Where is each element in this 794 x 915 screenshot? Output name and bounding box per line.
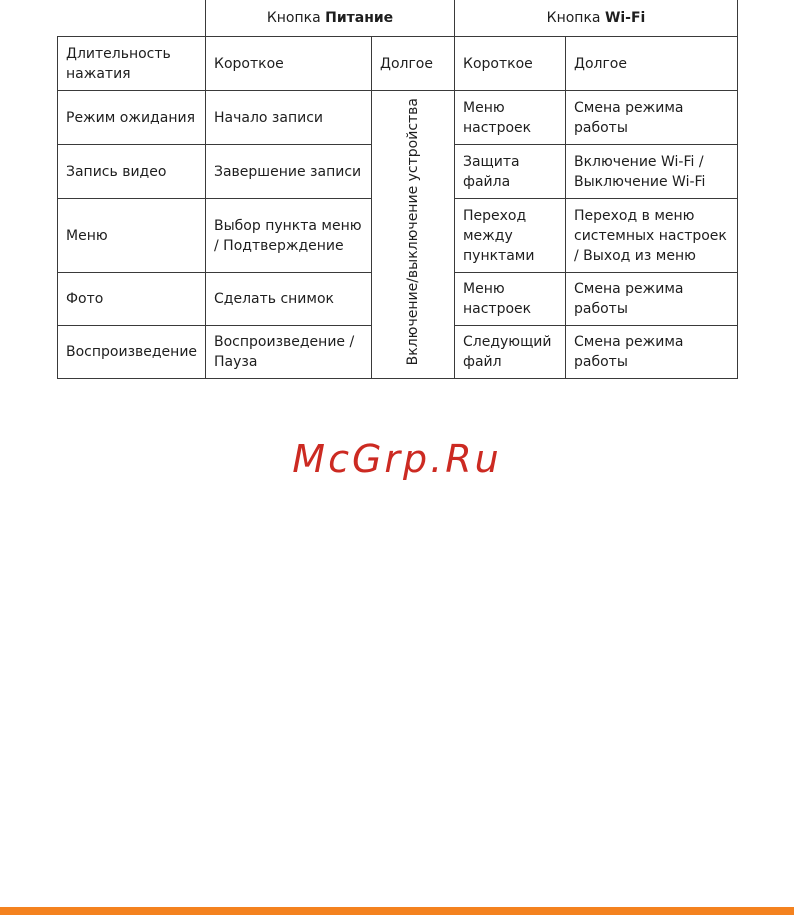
button-functions-table [57, 0, 738, 379]
watermark-logo: McGrp.Ru [292, 437, 502, 481]
wifi-long-cell: Включение Wi-Fi / Выключение Wi-Fi [566, 145, 738, 199]
mode-cell: Меню [58, 199, 206, 273]
mode-cell: Режим ожидания [58, 91, 206, 145]
table-row [58, 91, 738, 145]
wifi-button-header [455, 0, 738, 37]
wifi-short-header: Короткое [455, 37, 566, 91]
power-long-text: Включение/выключение устройства [405, 97, 421, 366]
power-short-header: Короткое [206, 37, 372, 91]
table-group-header-row [58, 0, 738, 37]
mode-cell: Воспроизведение [58, 326, 206, 379]
table-header-row [58, 37, 738, 91]
power-short-cell: Воспроизведение / Пауза [206, 326, 372, 379]
wifi-short-cell: Переход между пунктами [455, 199, 566, 273]
power-button-name: Питание [325, 10, 394, 26]
bottom-accent-bar [0, 907, 794, 915]
power-short-cell: Выбор пункта меню / Подтверждение [206, 199, 372, 273]
power-long-header: Долгое [372, 37, 455, 91]
power-long-merged-cell [372, 91, 455, 379]
wifi-long-header: Долгое [566, 37, 738, 91]
wifi-short-cell: Меню настроек [455, 91, 566, 145]
power-button-header-prefix: Кнопка [266, 10, 326, 26]
power-short-cell: Завершение записи [206, 145, 372, 199]
mode-cell: Фото [58, 273, 206, 326]
table-corner-cell [58, 0, 206, 37]
wifi-long-cell: Смена режима работы [566, 91, 738, 145]
wifi-short-cell: Меню настроек [455, 273, 566, 326]
power-short-cell: Сделать снимок [206, 273, 372, 326]
mode-cell: Запись видео [58, 145, 206, 199]
power-short-cell: Начало записи [206, 91, 372, 145]
power-button-header [206, 0, 455, 37]
wifi-short-cell: Защита файла [455, 145, 566, 199]
wifi-button-name: Wi-Fi [604, 10, 646, 26]
wifi-short-cell: Следующий файл [455, 326, 566, 379]
wifi-long-cell: Смена режима работы [566, 326, 738, 379]
wifi-long-cell: Переход в меню системных настроек / Выход из меню [566, 199, 738, 273]
duration-label: Длительность нажатия [58, 37, 206, 91]
wifi-long-cell: Смена режима работы [566, 273, 738, 326]
wifi-button-header-prefix: Кнопка [546, 10, 605, 26]
